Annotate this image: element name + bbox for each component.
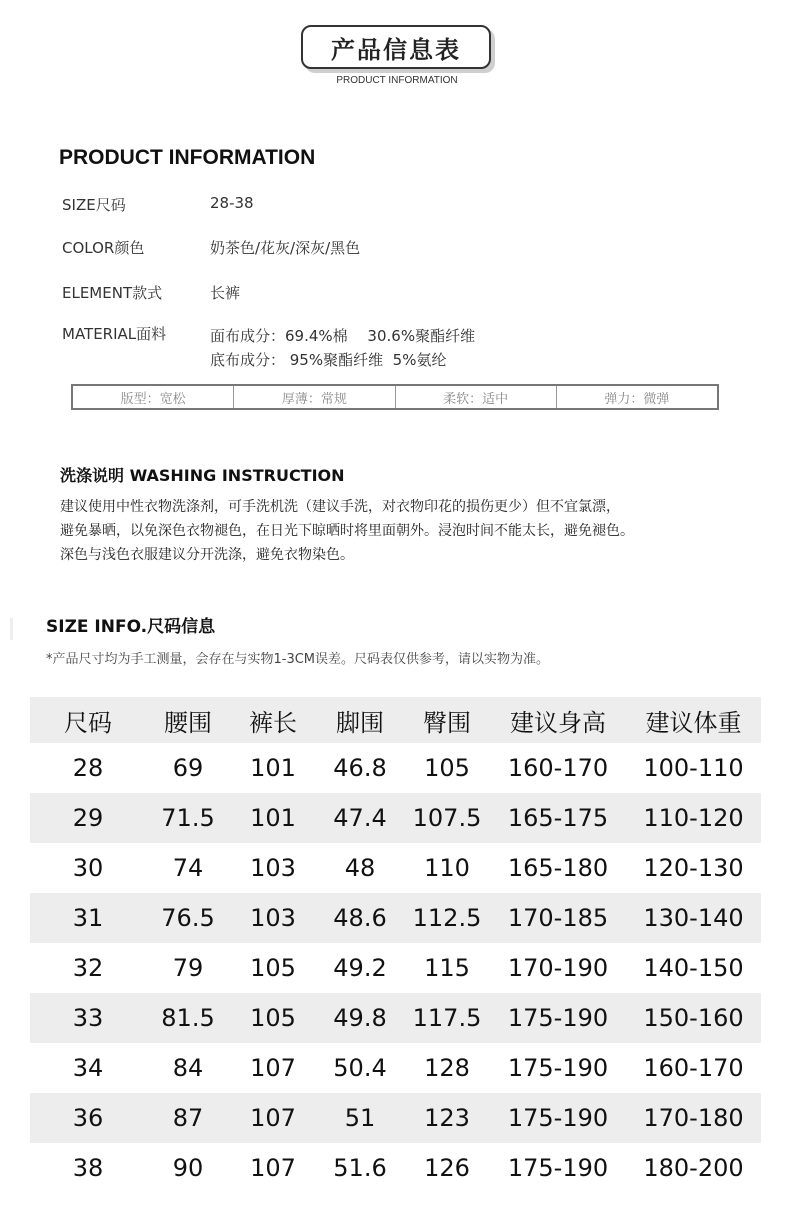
- column-header: 建议身高: [490, 697, 626, 743]
- table-cell: 46.8: [333, 754, 387, 782]
- table-row: [30, 1143, 761, 1193]
- table-cell: 120-130: [643, 854, 744, 882]
- table-cell: 36: [30, 1093, 146, 1143]
- table-header-row: [30, 697, 761, 743]
- table-row: [30, 743, 761, 793]
- table-cell: 79: [172, 954, 204, 982]
- table-cell: 76.5: [146, 893, 230, 943]
- table-cell: 48.6: [316, 893, 404, 943]
- table-cell: 170-180: [626, 1093, 761, 1143]
- table-cell: 105: [424, 754, 470, 782]
- table-cell: 112.5: [404, 893, 490, 943]
- element-value: 长裤: [210, 284, 241, 302]
- product-info-heading: PRODUCT INFORMATION: [59, 146, 316, 169]
- material-value-outer: 面布成分：69.4%棉 30.6%聚酯纤维: [210, 327, 476, 345]
- table-cell: 103: [230, 893, 316, 943]
- table-cell: 49.8: [316, 993, 404, 1043]
- table-cell: 107: [230, 1093, 316, 1143]
- table-cell: 105: [230, 993, 316, 1043]
- table-cell: 117.5: [404, 993, 490, 1043]
- attribute-thickness: 厚薄：常规: [234, 386, 395, 408]
- table-cell: 29: [30, 793, 146, 843]
- table-cell: 48: [344, 854, 376, 882]
- table-cell: 165-175: [490, 793, 626, 843]
- table-cell: 101: [250, 754, 296, 782]
- color-label: COLOR颜色: [62, 239, 145, 257]
- table-cell: 115: [424, 954, 470, 982]
- table-cell: 175-190: [507, 1054, 609, 1082]
- table-cell: 175-190: [490, 993, 626, 1043]
- table-cell: 107.5: [404, 793, 490, 843]
- table-row: [30, 1093, 761, 1143]
- size-label: SIZE尺码: [62, 196, 126, 214]
- table-cell: 130-140: [626, 893, 761, 943]
- table-cell: 33: [30, 993, 146, 1043]
- table-cell: 180-200: [643, 1154, 744, 1182]
- table-cell: 160-170: [507, 754, 609, 782]
- table-cell: 128: [424, 1054, 470, 1082]
- table-cell: 31: [30, 893, 146, 943]
- table-cell: 110-120: [626, 793, 761, 843]
- table-row: [30, 793, 761, 843]
- element-label: ELEMENT款式: [62, 284, 163, 302]
- table-cell: 160-170: [643, 1054, 744, 1082]
- table-cell: 175-190: [490, 1093, 626, 1143]
- table-row: [30, 1043, 761, 1093]
- table-row: [30, 943, 761, 993]
- table-cell: 140-150: [643, 954, 744, 982]
- washing-heading: 洗涤说明 WASHING INSTRUCTION: [60, 466, 345, 485]
- column-header: 臀围: [404, 697, 490, 743]
- table-cell: 71.5: [146, 793, 230, 843]
- table-cell: 74: [172, 854, 204, 882]
- table-cell: 107: [250, 1154, 296, 1182]
- table-cell: 51.6: [333, 1154, 387, 1182]
- attribute-fit: 版型：宽松: [73, 386, 234, 408]
- column-header: 腰围: [146, 697, 230, 743]
- size-table: [30, 697, 761, 1193]
- table-cell: 28: [72, 754, 104, 782]
- material-label: MATERIAL面料: [62, 325, 167, 343]
- table-cell: 34: [72, 1054, 104, 1082]
- material-value-inner: 底布成分： 95%聚酯纤维 5%氨纶: [210, 351, 447, 369]
- table-row: [30, 843, 761, 893]
- attribute-softness: 柔软：适中: [396, 386, 557, 408]
- size-value: 28-38: [210, 194, 254, 212]
- table-cell: 100-110: [643, 754, 744, 782]
- page-subtitle: PRODUCT INFORMATION: [336, 75, 458, 86]
- color-value: 奶茶色/花灰/深灰/黑色: [210, 239, 361, 257]
- table-cell: 105: [250, 954, 296, 982]
- decorative-tick: [10, 618, 13, 640]
- table-cell: 107: [250, 1054, 296, 1082]
- table-cell: 101: [230, 793, 316, 843]
- table-cell: 38: [72, 1154, 104, 1182]
- table-cell: 30: [72, 854, 104, 882]
- attribute-strip: [71, 384, 719, 410]
- table-cell: 170-185: [490, 893, 626, 943]
- table-cell: 87: [146, 1093, 230, 1143]
- washing-line-2: 避免暴晒，以免深色衣物褪色，在日光下晾晒时将里面朝外。浸泡时间不能太长，避免褪色。: [60, 523, 634, 539]
- table-cell: 165-180: [507, 854, 609, 882]
- attribute-elasticity: 弹力：微弹: [604, 391, 670, 407]
- table-cell: 175-190: [507, 1154, 609, 1182]
- column-header: 脚围: [316, 697, 404, 743]
- column-header: 建议体重: [626, 697, 761, 743]
- table-cell: 49.2: [333, 954, 387, 982]
- table-cell: 150-160: [626, 993, 761, 1043]
- table-cell: 50.4: [333, 1054, 387, 1082]
- table-cell: 170-190: [507, 954, 609, 982]
- column-header: 裤长: [230, 697, 316, 743]
- table-row: [30, 993, 761, 1043]
- size-info-note: *产品尺寸均为手工测量，会存在与实物1-3CM误差。尺码表仅供参考，请以实物为准。: [46, 652, 550, 667]
- table-cell: 110: [424, 854, 470, 882]
- table-cell: 103: [250, 854, 296, 882]
- size-info-heading: SIZE INFO.尺码信息: [46, 617, 216, 637]
- table-cell: 51: [316, 1093, 404, 1143]
- table-cell: 81.5: [146, 993, 230, 1043]
- table-cell: 69: [172, 754, 204, 782]
- column-header: 尺码: [30, 697, 146, 743]
- table-cell: 126: [424, 1154, 470, 1182]
- table-cell: 84: [172, 1054, 204, 1082]
- table-cell: 47.4: [316, 793, 404, 843]
- washing-line-3: 深色与浅色衣服建议分开洗涤，避免衣物染色。: [60, 547, 354, 563]
- table-cell: 32: [72, 954, 104, 982]
- table-row: [30, 893, 761, 943]
- table-cell: 123: [404, 1093, 490, 1143]
- page-title-badge: 产品信息表: [301, 25, 491, 69]
- washing-line-1: 建议使用中性衣物洗涤剂，可手洗机洗（建议手洗，对衣物印花的损伤更少）但不宜氯漂，: [60, 499, 620, 515]
- table-cell: 90: [172, 1154, 204, 1182]
